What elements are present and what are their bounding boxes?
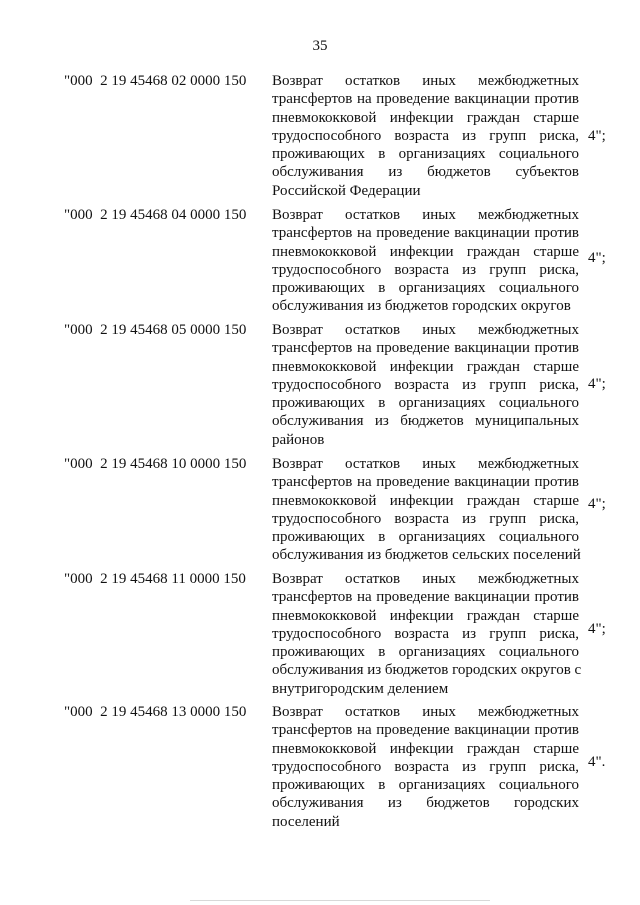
description-line: трансфертов на проведение вакцинации против [272, 340, 579, 357]
row-description [272, 455, 579, 565]
description-line: районов [272, 431, 325, 448]
budget-code: "000 2 19 45468 11 0000 150 [64, 571, 246, 587]
description-line: трудоспособного возраста из групп риска, [272, 758, 579, 775]
description-line: пневмококковой инфекции граждан старше [272, 358, 579, 375]
description-line: трансфертов на проведение вакцинации против [272, 225, 579, 242]
page-number: 35 [312, 38, 328, 54]
description-line: пневмококковой инфекции граждан старше [272, 109, 579, 126]
page-bottom-divider [190, 900, 490, 901]
description-line: обслуживания из бюджетов городских округов с [272, 662, 582, 679]
row-description [272, 570, 582, 698]
description-line: проживающих в организациях социального [272, 529, 579, 546]
description-line: поселений [272, 813, 340, 830]
description-line: проживающих в организациях социального [272, 644, 579, 661]
description-line: трансфертов на проведение вакцинации против [272, 589, 579, 606]
budget-code: "000 2 19 45468 02 0000 150 [64, 73, 247, 89]
row-description [272, 703, 579, 831]
row-description [272, 321, 579, 449]
row-suffix: 4"; [588, 621, 606, 637]
description-line: проживающих в организациях социального [272, 280, 579, 297]
description-line: трудоспособного возраста из групп риска, [272, 261, 579, 278]
description-line: Возврат остатков иных межбюджетных [272, 456, 579, 472]
description-line: пневмококковой инфекции граждан старше [272, 607, 579, 624]
description-line: Возврат остатков иных межбюджетных [272, 322, 579, 338]
description-line: обслуживания из бюджетов городских округов [272, 298, 571, 315]
description-line: обслуживания из бюджетов муниципальных [272, 413, 579, 430]
budget-code: "000 2 19 45468 05 0000 150 [64, 322, 247, 338]
row-suffix: 4"; [588, 496, 606, 512]
description-line: пневмококковой инфекции граждан старше [272, 740, 579, 757]
description-line: трансфертов на проведение вакцинации против [272, 474, 579, 491]
description-line: Возврат остатков иных межбюджетных [272, 704, 579, 720]
budget-code: "000 2 19 45468 04 0000 150 [64, 207, 247, 223]
description-line: обслуживания из бюджетов городских [272, 795, 579, 812]
description-line: проживающих в организациях социального [272, 777, 579, 794]
budget-code: "000 2 19 45468 10 0000 150 [64, 456, 247, 472]
description-line: трансфертов на проведение вакцинации против [272, 91, 579, 108]
description-line: проживающих в организациях социального [272, 395, 579, 412]
row-suffix: 4"; [588, 128, 606, 144]
description-line: обслуживания из бюджетов сельских поселений [272, 547, 581, 564]
description-line: внутригородским делением [272, 680, 449, 697]
row-description [272, 72, 579, 200]
description-line: трудоспособного возраста из групп риска, [272, 510, 579, 527]
description-line: пневмококковой инфекции граждан старше [272, 492, 579, 509]
description-line: трудоспособного возраста из групп риска, [272, 127, 579, 144]
row-suffix: 4"; [588, 250, 606, 266]
description-line: трудоспособного возраста из групп риска, [272, 625, 579, 642]
description-line: Возврат остатков иных межбюджетных [272, 207, 579, 223]
description-line: проживающих в организациях социального [272, 146, 579, 163]
description-line: Возврат остатков иных межбюджетных [272, 571, 579, 587]
description-line: обслуживания из бюджетов субъектов [272, 164, 579, 181]
description-line: Российской Федерации [272, 182, 421, 199]
description-line: трудоспособного возраста из групп риска, [272, 376, 579, 393]
description-line: пневмококковой инфекции граждан старше [272, 243, 579, 260]
row-suffix: 4". [588, 754, 606, 770]
budget-code: "000 2 19 45468 13 0000 150 [64, 704, 247, 720]
description-line: Возврат остатков иных межбюджетных [272, 73, 579, 89]
description-line: трансфертов на проведение вакцинации против [272, 722, 579, 739]
row-description [272, 206, 579, 316]
row-suffix: 4"; [588, 376, 606, 392]
